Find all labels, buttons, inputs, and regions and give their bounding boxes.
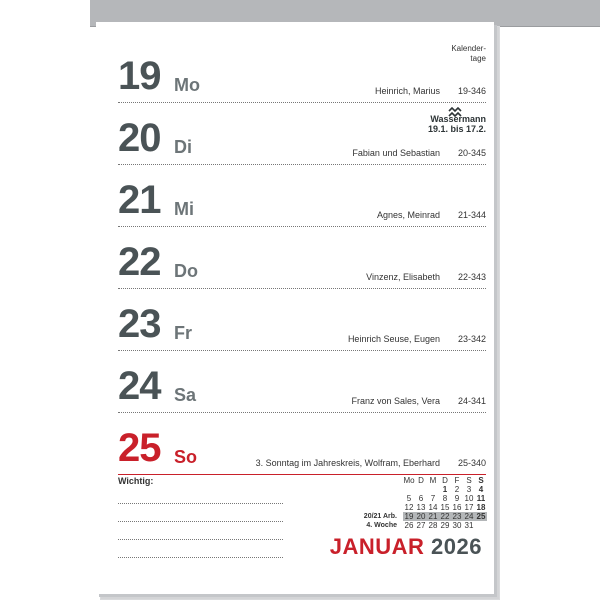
year: 2026	[431, 534, 482, 559]
day-number: 21	[118, 178, 161, 222]
mini-cal-week: 4. Woche 26 27 28 29 30 31	[366, 521, 474, 530]
day-number: 23	[118, 302, 161, 346]
day-name: So	[174, 447, 198, 467]
day-row-0	[118, 40, 486, 103]
day-number: 19	[118, 54, 161, 98]
day-name: Fr	[174, 323, 192, 343]
day-count: 22-343	[457, 272, 486, 282]
calendar-page	[96, 22, 494, 594]
day-name: Di	[174, 137, 192, 157]
zodiac-info	[396, 104, 486, 134]
day-number: 20	[118, 116, 161, 160]
month-title	[330, 534, 482, 560]
kalendertage-label: Kalender- tage	[451, 44, 486, 63]
day-count: 24-341	[457, 396, 486, 406]
day-row-1	[118, 102, 486, 165]
zodiac-name: Wassermann	[430, 114, 486, 124]
mini-cal-header: Mo D M D F S S	[403, 476, 484, 485]
day-count: 25-340	[457, 458, 486, 468]
name-day: Heinrich, Marius	[374, 86, 440, 96]
note-line[interactable]	[118, 486, 283, 504]
day-count: 20-345	[457, 148, 486, 158]
mini-calendar	[303, 476, 487, 530]
day-name: Mi	[174, 199, 194, 219]
day-name: Sa	[174, 385, 197, 405]
name-day: 3. Sonntag im Jahreskreis, Wolfram, Eberhard	[255, 458, 440, 468]
day-row-3	[118, 226, 486, 289]
mini-cal-week: 12 13 14 15 16 17 18	[404, 503, 486, 512]
zodiac-range: 19.1. bis 17.2.	[427, 124, 486, 134]
day-row-2	[118, 164, 486, 227]
mini-cal-week: 5 6 7 8 9 10 11	[406, 494, 486, 503]
name-day: Agnes, Meinrad	[376, 210, 440, 220]
day-row-6	[118, 412, 486, 475]
notes-title: Wichtig:	[118, 476, 154, 486]
mini-cal-week-current: 20/21 Arb. 19 20 21 22 23 24 25	[363, 512, 486, 521]
day-row-5	[118, 350, 486, 413]
month-name: JANUAR	[329, 534, 425, 559]
note-line[interactable]	[118, 540, 283, 558]
notes-section	[118, 476, 283, 558]
name-day: Franz von Sales, Vera	[351, 396, 440, 406]
day-row-4	[118, 288, 486, 351]
day-number: 24	[118, 364, 161, 408]
mini-cal-week: 1 2 3 4	[442, 485, 484, 494]
name-day: Fabian und Sebastian	[352, 148, 440, 158]
day-count: 21-344	[457, 210, 486, 220]
day-number: 22	[118, 240, 161, 284]
note-line[interactable]	[118, 504, 283, 522]
day-name: Do	[174, 261, 198, 281]
aquarius-icon	[396, 104, 486, 114]
day-name: Mo	[174, 75, 200, 95]
name-day: Heinrich Seuse, Eugen	[347, 334, 440, 344]
day-count: 19-346	[457, 86, 486, 96]
day-count: 23-342	[457, 334, 486, 344]
name-day: Vinzenz, Elisabeth	[366, 272, 440, 282]
note-line[interactable]	[118, 522, 283, 540]
day-number: 25	[118, 426, 161, 470]
